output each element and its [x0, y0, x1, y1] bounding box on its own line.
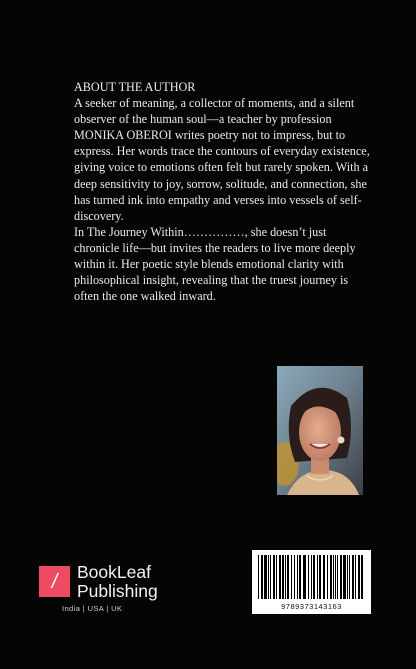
barcode-bar: [313, 555, 315, 599]
barcode-bar: [285, 555, 286, 599]
barcode-bar: [270, 555, 271, 599]
barcode-bar: [349, 555, 350, 599]
barcode-bar: [323, 555, 325, 599]
barcode-bar: [297, 555, 298, 599]
barcode-bar: [311, 555, 312, 599]
about-author-heading: ABOUT THE AUTHOR: [74, 80, 196, 94]
barcode-bar: [347, 555, 348, 599]
barcode-bar: [303, 555, 306, 599]
barcode-bar: [261, 555, 263, 599]
publisher-regions: India | USA | UK: [62, 604, 123, 613]
barcode-bar: [340, 555, 342, 599]
barcode-bar: [276, 555, 277, 599]
publisher-name-line-1: BookLeaf: [77, 562, 151, 582]
barcode-bar: [279, 555, 281, 599]
barcode-bar: [330, 555, 332, 599]
barcode-bar: [352, 555, 354, 599]
barcode-bar: [361, 555, 363, 599]
barcode-bar: [273, 555, 275, 599]
barcode-bar: [327, 555, 328, 599]
about-author-paragraph-1: A seeker of meaning, a collector of moments, and a silent observer of the human soul—a teacher by profession MONIKA OBEROI writes poetry not to impress, but to express. Her words trace the contours of everyday existence, giving voice to emotions often felt but rarely spoken. With a deep sensitivity to joy, sorrow, solitude, and connection, she has turned ink into empathy and verses into vessels of self-discovery.: [74, 96, 370, 223]
barcode-bar: [299, 555, 301, 599]
publisher-logo: [39, 562, 179, 616]
barcode-bar: [317, 555, 318, 599]
isbn-number: 9789373143163: [281, 602, 342, 611]
barcode-bar: [282, 555, 284, 599]
barcode-bar: [319, 555, 321, 599]
barcode-bar: [291, 555, 292, 599]
barcode-bar: [308, 555, 309, 599]
barcode-bar: [294, 555, 295, 599]
barcode-bar: [264, 555, 267, 599]
barcode-bar: [358, 555, 360, 599]
barcode-bar: [343, 555, 346, 599]
barcode-bar: [268, 555, 269, 599]
isbn-barcode: [252, 550, 371, 614]
barcode-bar: [335, 555, 336, 599]
barcode-bar: [333, 555, 334, 599]
barcode-bar: [337, 555, 338, 599]
publisher-name-line-2: Publishing: [77, 581, 158, 601]
publisher-name: [77, 563, 158, 601]
author-photo: [277, 366, 363, 495]
barcode-bar: [287, 555, 289, 599]
barcode-bar: [355, 555, 356, 599]
barcode-bars: [258, 555, 365, 599]
about-author-paragraph-2: In The Journey Within……………, she doesn’t just chronicle life—but invites the readers to live more deeply within it. Her poetic style blends emotional clarity with philosophical insight, revealing that the truest journey is often the one walked inward.: [74, 224, 356, 304]
about-author-section: [74, 79, 374, 304]
publisher-logo-mark: /: [39, 566, 70, 597]
barcode-bar: [258, 555, 259, 599]
